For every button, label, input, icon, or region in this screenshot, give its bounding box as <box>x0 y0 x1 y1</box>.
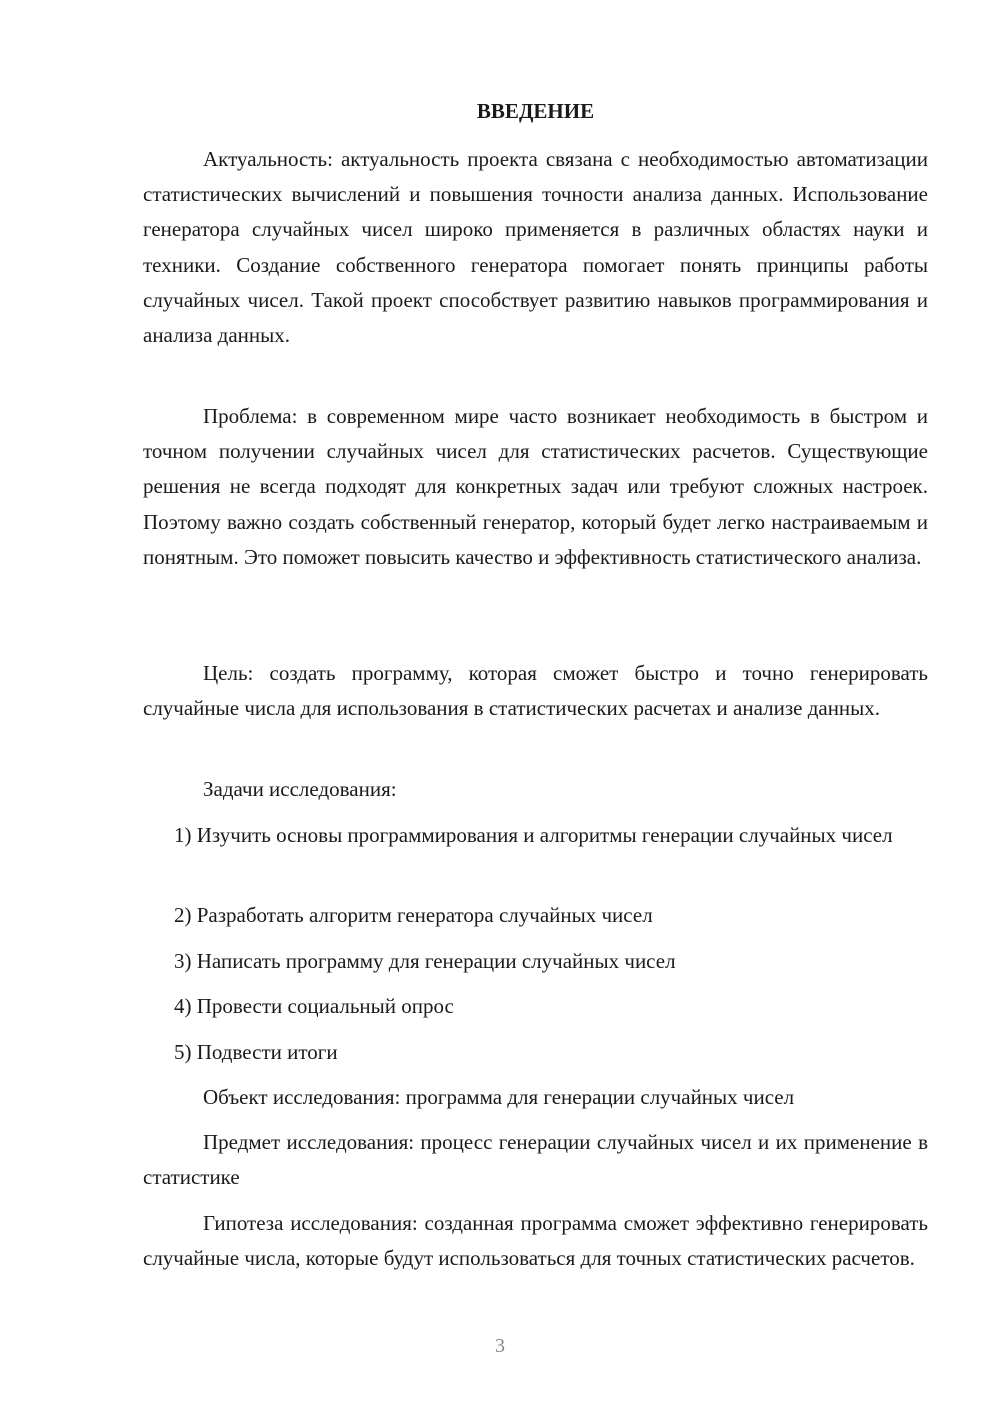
subject-paragraph: Предмет исследования: процесс генерации случайных чисел и их применение в статистике <box>143 1130 928 1190</box>
goal-paragraph: Цель: создать программу, которая сможет быстро и точно генерировать случайные числа для использования в статистических расчетах и анализе данных. <box>143 661 928 721</box>
page-number: 3 <box>495 1335 505 1357</box>
problem-paragraph: Проблема: в современном мире часто возникает необходимость в быстром и точном получении случайных чисел для статистических расчетов. Существующие решения не всегда подходят для конкретных задач или требуют сложных настроек. Поэтому важно создать собственный генератор, который будет легко настраиваемым и понятным. Это поможет повысить качество и эффективность статистического анализа. <box>143 404 928 569</box>
hypothesis-paragraph: Гипотеза исследования: созданная программа сможет эффективно генерировать случайные числа, которые будут использоваться для точных статистических расчетов. <box>143 1211 928 1271</box>
relevance-paragraph: Актуальность: актуальность проекта связана с необходимостью автоматизации статистических вычислений и повышения точности анализа данных. Использование генератора случайных чисел широко применяется в различных областях науки и техники. Создание собственного генератора помогает понять принципы работы случайных чисел. Такой проект способствует развитию навыков программирования и анализа данных. <box>143 147 928 348</box>
task-item-4: 4) Провести социальный опрос <box>174 994 454 1018</box>
task-item-5: 5) Подвести итоги <box>174 1040 338 1064</box>
task-item-3: 3) Написать программу для генерации случайных чисел <box>174 949 676 973</box>
section-title: ВВЕДЕНИЕ <box>476 99 595 123</box>
task-item-2: 2) Разработать алгоритм генератора случайных чисел <box>174 903 653 927</box>
tasks-heading: Задачи исследования: <box>203 777 397 801</box>
task-item-1: 1) Изучить основы программирования и алгоритмы генерации случайных чисел <box>174 823 893 847</box>
object-paragraph: Объект исследования: программа для генерации случайных чисел <box>203 1085 795 1109</box>
